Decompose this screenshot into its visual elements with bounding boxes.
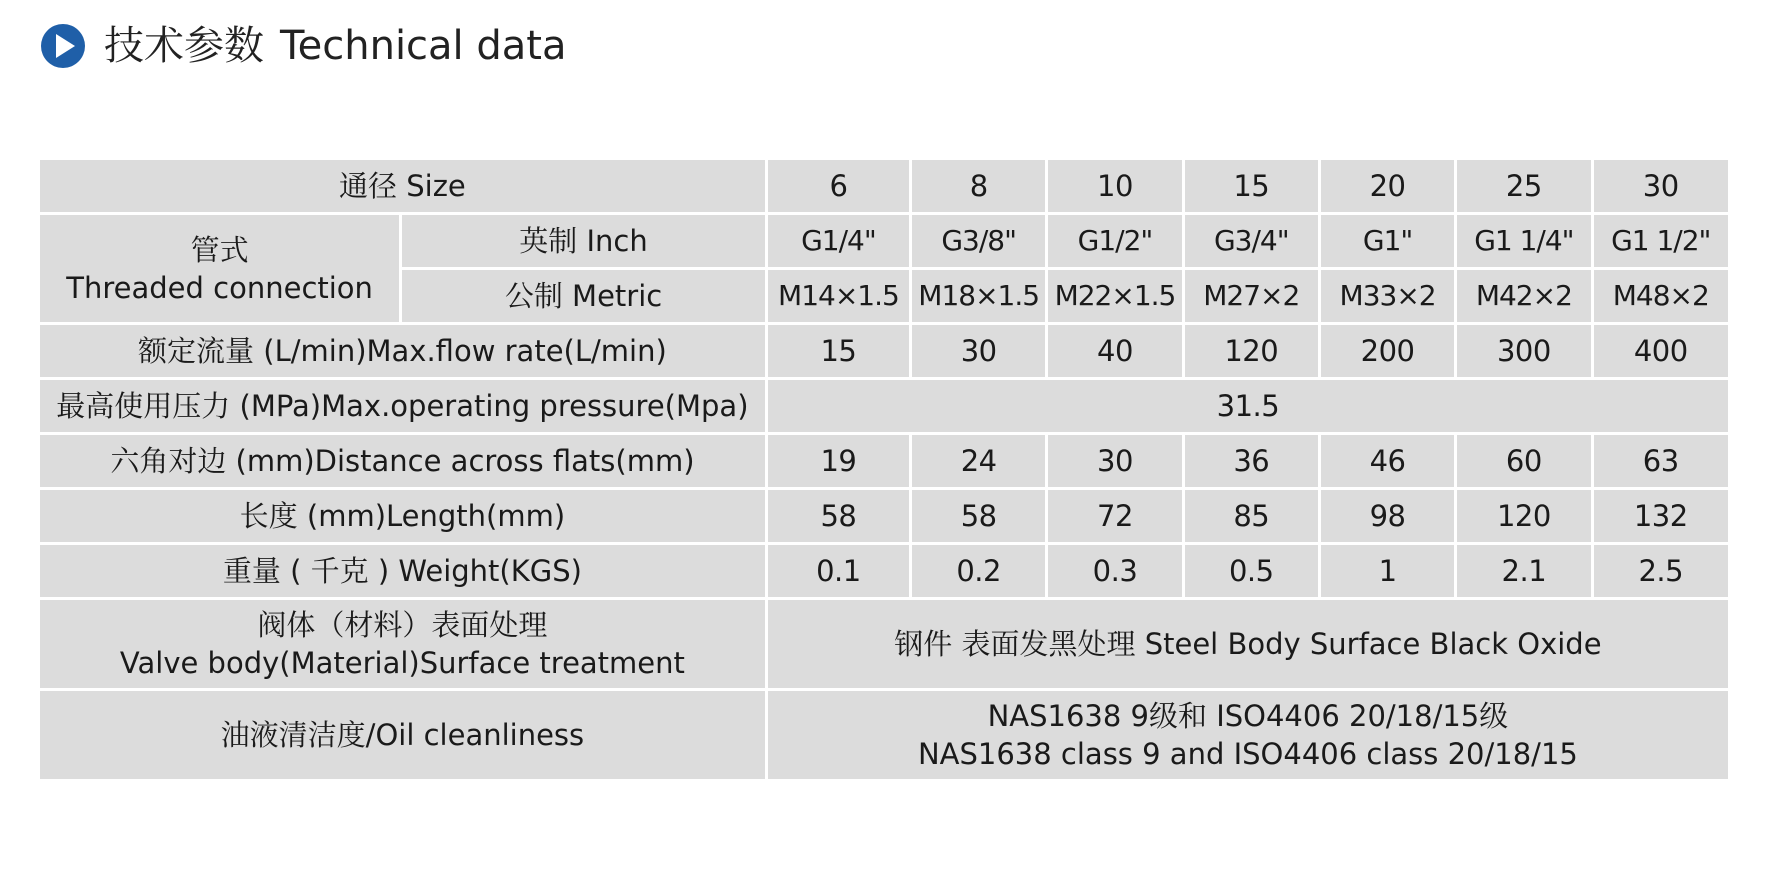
table-row-oil-cleanliness bbox=[40, 691, 1728, 779]
weight-value: 0.1 bbox=[768, 545, 909, 597]
size-value: 6 bbox=[768, 160, 909, 212]
cleanliness-value-cn: NAS1638 9级和 ISO4406 20/18/15级 bbox=[987, 699, 1509, 733]
row-label-length: 长度 (mm)Length(mm) bbox=[40, 490, 765, 542]
threaded-label-en: Threaded connection bbox=[66, 270, 373, 305]
metric-value: M22×1.5 bbox=[1048, 270, 1181, 322]
inch-value: G3/4" bbox=[1185, 215, 1318, 267]
title-en: Technical data bbox=[280, 23, 567, 69]
across-flats-value: 24 bbox=[912, 435, 1045, 487]
across-flats-value: 19 bbox=[768, 435, 909, 487]
table-row-size bbox=[40, 160, 1728, 212]
size-value: 20 bbox=[1321, 160, 1454, 212]
row-label-weight: 重量 ( 千克 ) Weight(KGS) bbox=[40, 545, 765, 597]
table-row-weight bbox=[40, 545, 1728, 597]
row-label-metric: 公制 Metric bbox=[402, 270, 765, 322]
metric-value: M42×2 bbox=[1457, 270, 1590, 322]
metric-value: M27×2 bbox=[1185, 270, 1318, 322]
inch-value: G1 1/2" bbox=[1594, 215, 1728, 267]
surface-label-en: Valve body(Material)Surface treatment bbox=[119, 646, 685, 680]
table-row-across-flats bbox=[40, 435, 1728, 487]
flow-rate-value: 40 bbox=[1048, 325, 1181, 377]
flow-rate-value: 400 bbox=[1594, 325, 1728, 377]
length-value: 58 bbox=[912, 490, 1045, 542]
across-flats-value: 30 bbox=[1048, 435, 1181, 487]
technical-data-table bbox=[37, 157, 1731, 782]
row-label-inch: 英制 Inch bbox=[402, 215, 765, 267]
flow-rate-value: 300 bbox=[1457, 325, 1590, 377]
weight-value: 0.3 bbox=[1048, 545, 1181, 597]
across-flats-value: 63 bbox=[1594, 435, 1728, 487]
row-label-surface-treatment bbox=[40, 600, 765, 688]
flow-rate-value: 200 bbox=[1321, 325, 1454, 377]
length-value: 98 bbox=[1321, 490, 1454, 542]
metric-value: M14×1.5 bbox=[768, 270, 909, 322]
length-value: 72 bbox=[1048, 490, 1181, 542]
metric-value: M33×2 bbox=[1321, 270, 1454, 322]
flow-rate-value: 120 bbox=[1185, 325, 1318, 377]
inch-value: G3/8" bbox=[912, 215, 1045, 267]
flow-rate-value: 15 bbox=[768, 325, 909, 377]
oil-cleanliness-value bbox=[768, 691, 1728, 779]
row-label-across-flats: 六角对边 (mm)Distance across flats(mm) bbox=[40, 435, 765, 487]
inch-value: G1/2" bbox=[1048, 215, 1181, 267]
size-value: 25 bbox=[1457, 160, 1590, 212]
inch-value: G1" bbox=[1321, 215, 1454, 267]
table-row-length bbox=[40, 490, 1728, 542]
across-flats-value: 60 bbox=[1457, 435, 1590, 487]
row-label-threaded-connection bbox=[40, 215, 399, 322]
inch-value: G1 1/4" bbox=[1457, 215, 1590, 267]
table-row-flow-rate bbox=[40, 325, 1728, 377]
size-value: 10 bbox=[1048, 160, 1181, 212]
table-row-surface-treatment bbox=[40, 600, 1728, 688]
table-row-inch bbox=[40, 215, 1728, 267]
length-value: 120 bbox=[1457, 490, 1590, 542]
across-flats-value: 36 bbox=[1185, 435, 1318, 487]
play-circle-icon bbox=[40, 23, 86, 69]
flow-rate-value: 30 bbox=[912, 325, 1045, 377]
row-label-flow-rate: 额定流量 (L/min)Max.flow rate(L/min) bbox=[40, 325, 765, 377]
pressure-value: 31.5 bbox=[768, 380, 1728, 432]
length-value: 85 bbox=[1185, 490, 1318, 542]
metric-value: M18×1.5 bbox=[912, 270, 1045, 322]
weight-value: 1 bbox=[1321, 545, 1454, 597]
inch-value: G1/4" bbox=[768, 215, 909, 267]
table-row-pressure bbox=[40, 380, 1728, 432]
weight-value: 2.1 bbox=[1457, 545, 1590, 597]
surface-treatment-value: 钢件 表面发黑处理 Steel Body Surface Black Oxide bbox=[768, 600, 1728, 688]
title-cn: 技术参数 bbox=[104, 23, 264, 69]
size-value: 8 bbox=[912, 160, 1045, 212]
section-title bbox=[104, 20, 566, 72]
across-flats-value: 46 bbox=[1321, 435, 1454, 487]
length-value: 58 bbox=[768, 490, 909, 542]
metric-value: M48×2 bbox=[1594, 270, 1728, 322]
surface-label-cn: 阀体（材料）表面处理 bbox=[257, 608, 548, 642]
weight-value: 0.2 bbox=[912, 545, 1045, 597]
size-value: 30 bbox=[1594, 160, 1728, 212]
weight-value: 0.5 bbox=[1185, 545, 1318, 597]
weight-value: 2.5 bbox=[1594, 545, 1728, 597]
row-label-size: 通径 Size bbox=[40, 160, 765, 212]
row-label-pressure: 最高使用压力 (MPa)Max.operating pressure(Mpa) bbox=[40, 380, 765, 432]
length-value: 132 bbox=[1594, 490, 1728, 542]
row-label-oil-cleanliness: 油液清洁度/Oil cleanliness bbox=[40, 691, 765, 779]
size-value: 15 bbox=[1185, 160, 1318, 212]
section-header bbox=[40, 18, 566, 74]
threaded-label-cn: 管式 bbox=[190, 232, 249, 267]
cleanliness-value-en: NAS1638 class 9 and ISO4406 class 20/18/15 bbox=[917, 737, 1578, 771]
